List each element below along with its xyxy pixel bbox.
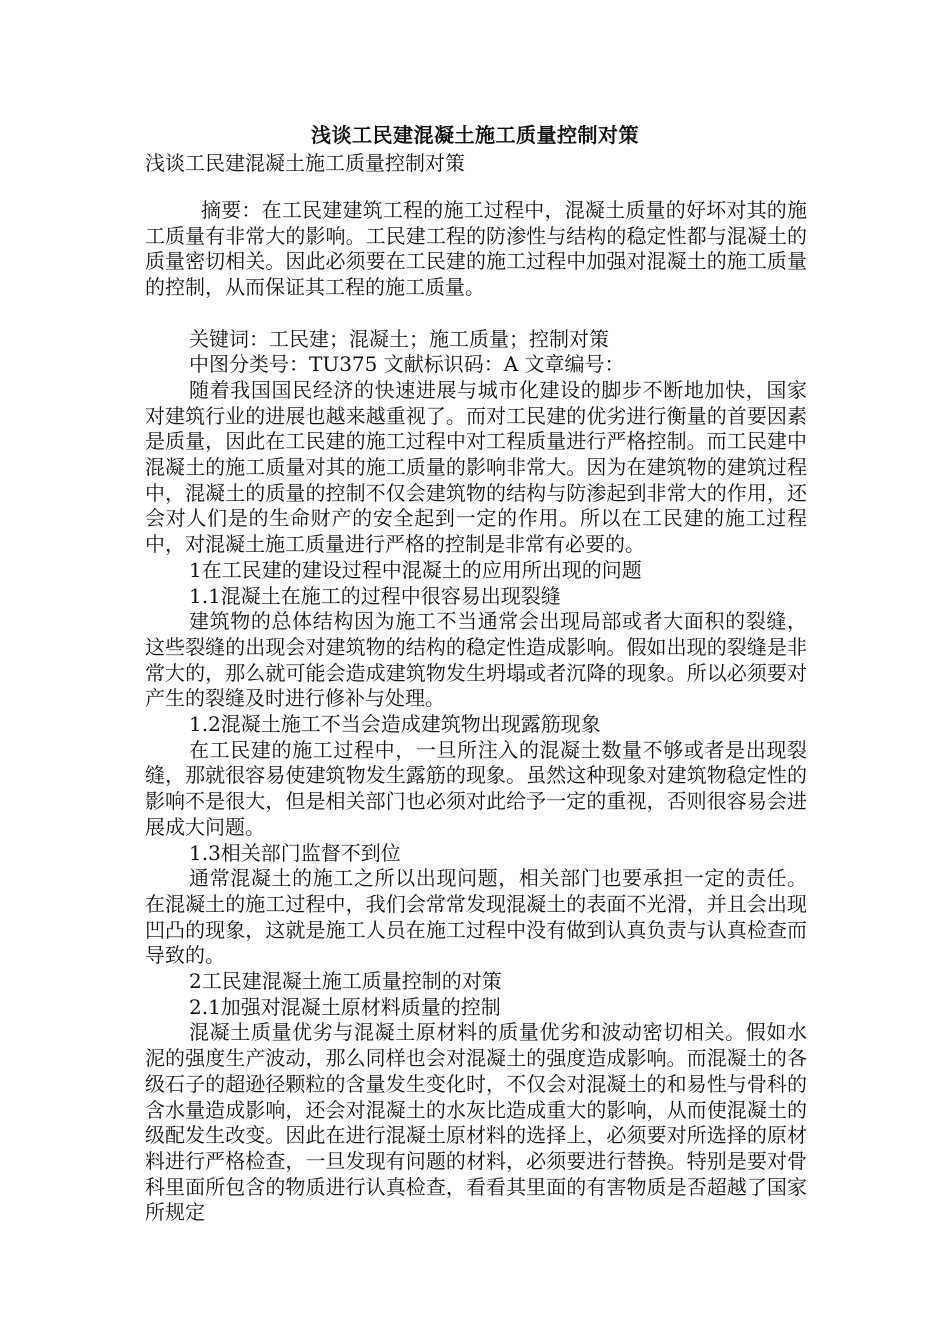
subsection-heading: 1.1混凝土在施工的过程中很容易出现裂缝 [189,583,561,608]
document-title: 浅谈工民建混凝土施工质量控制对策 [311,123,639,147]
section-heading: 1在工民建的建设过程中混凝土的应用所出现的问题 [189,557,642,582]
abstract-paragraph: 摘要：在工民建建筑工程的施工过程中，混凝土质量的好坏对其的施工质量有非常大的影响。工民建工程的防渗性与结构的稳定性都与混凝土的质量密切相关。因此必须要在工民建的施工过程中加强对混凝土的施工质量的控制，从而保证其工程的施工质量。 [145,198,807,300]
subsection-heading: 1.2混凝土施工不当会造成建筑物出现露筋现象 [189,712,601,737]
subsection-heading: 2.1加强对混凝土原材料质量的控制 [189,994,501,1019]
document-body [145,198,807,1226]
keywords-line: 关键词：工民建；混凝土；施工质量；控制对策 [189,326,609,351]
body-paragraph: 通常混凝土的施工之所以出现问题，相关部门也要承担一定的责任。在混凝土的施工过程中，我们会常常发现混凝土的表面不光滑，并且会出现凹凸的现象，这就是施工人员在施工过程中没有做到认真负责与认真检查而导致的。 [145,866,807,968]
document-subtitle: 浅谈工民建混凝土施工质量控制对策 [145,151,465,175]
body-paragraph: 建筑物的总体结构因为施工不当通常会出现局部或者大面积的裂缝，这些裂缝的出现会对建筑物的结构的稳定性造成影响。假如出现的裂缝是非常大的，那么就可能会造成建筑物发生坍塌或者沉降的现象。所以必须要对产生的裂缝及时进行修补与处理。 [145,609,807,711]
section-heading: 2工民建混凝土施工质量控制的对策 [189,969,502,994]
intro-paragraph: 随着我国国民经济的快速进展与城市化建设的脚步不断地加快，国家对建筑行业的进展也越来越重视了。而对工民建的优劣进行衡量的首要因素是质量，因此在工民建的施工过程中对工程质量进行严格控制。而工民建中混凝土的施工质量对其的施工质量的影响非常大。因为在建筑物的建筑过程中，混凝土的质量的控制不仅会建筑物的结构与防渗起到非常大的作用，还会对人们是的生命财产的安全起到一定的作用。所以在工民建的施工过程中，对混凝土施工质量进行严格的控制是非常有必要的。 [145,377,807,557]
subsection-heading: 1.3相关部门监督不到位 [189,840,401,865]
body-paragraph: 在工民建的施工过程中，一旦所注入的混凝土数量不够或者是出现裂缝，那就很容易使建筑物发生露筋的现象。虽然这种现象对建筑物稳定性的影响不是很大，但是相关部门也必须对此给予一定的重视，否则很容易会进展成大问题。 [145,737,807,839]
body-paragraph: 混凝土质量优劣与混凝土原材料的质量优劣和波动密切相关。假如水泥的强度生产波动，那么同样也会对混凝土的强度造成影响。而混凝土的各级石子的超逊径颗粒的含量发生变化时，不仅会对混凝土的和易性与骨科的含水量造成影响，还会对混凝土的水灰比造成重大的影响，从而使混凝土的级配发生改变。因此在进行混凝土原材料的选择上，必须要对所选择的原材料进行严格检查，一旦发现有问题的材料，必须要进行替换。特别是要对骨科里面所包含的物质进行认真检查，看看其里面的有害物质是否超越了国家所规定 [145,1020,807,1225]
classification-line: 中图分类号：TU375 文献标识码：A 文章编号： [189,352,625,377]
